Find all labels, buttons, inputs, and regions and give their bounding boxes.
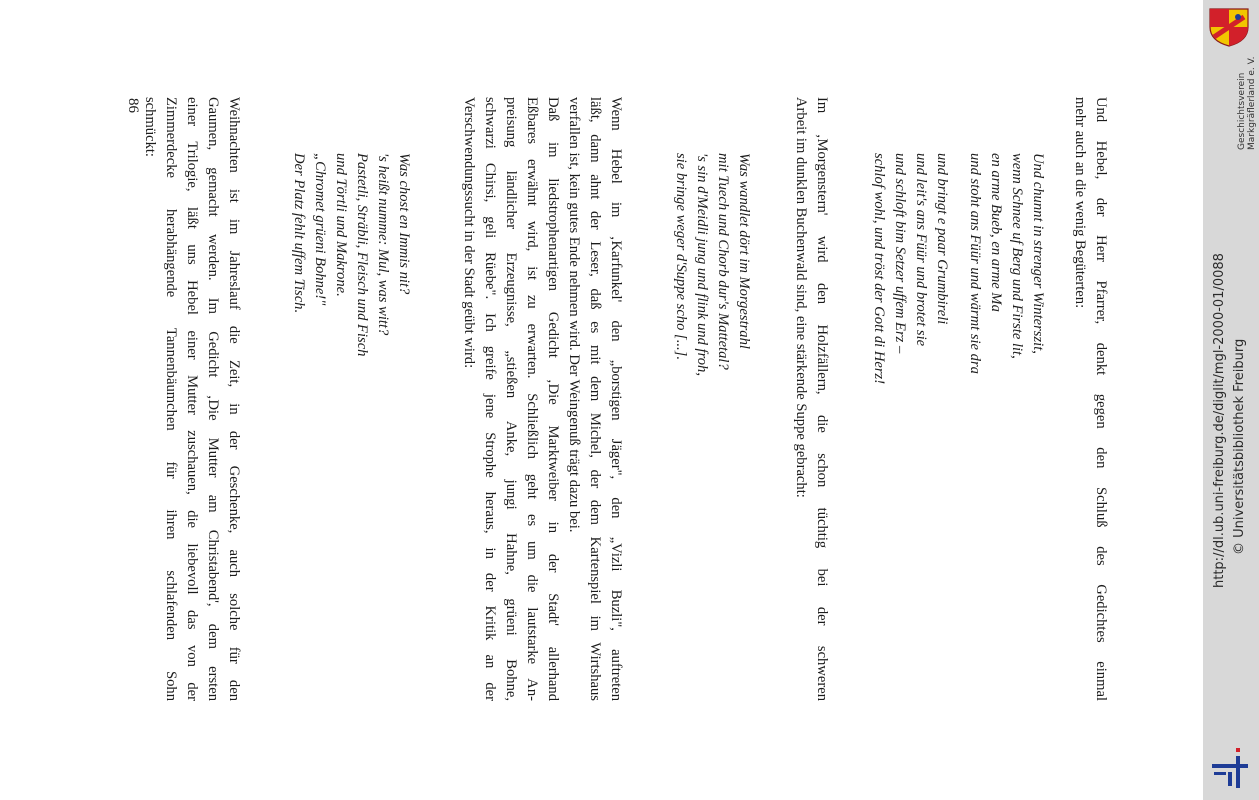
verse-line: 's sin d'Meidli jung und flink und froh,	[694, 153, 710, 376]
text-line: Weihnachten ist im Jahreslauf die Zeit, in der Geschenke, auch solche für den	[226, 97, 242, 701]
verse-line: en arme Bueb, en arme Ma	[988, 153, 1004, 312]
text-line: Im ‚Morgenstern' wird den Holzfällern, die schon tüchtig bei der schweren	[814, 97, 830, 701]
text-line: mehr auch an die wenig Begüterten:	[1072, 97, 1088, 309]
verse-line: Was chost en Immis nit?	[396, 153, 412, 295]
verse-line: und bringt e paar Grumbireli	[934, 153, 950, 325]
text-line: Verschwendungssucht in der Stadt geübt wird:	[461, 97, 477, 369]
verse-line: sie bringe weger d'Suppe scho [...].	[673, 153, 689, 361]
verse-line: Pastetli, Sträbli, Fleisch und Fisch	[354, 153, 370, 357]
paragraph-intro	[1069, 97, 1111, 701]
poem-stanza-3	[670, 97, 754, 701]
university-library-logo-icon	[1210, 746, 1250, 790]
text-line: Arbeit im dunklen Buchenwald sind, eine stärkende Suppe gebracht:	[793, 97, 809, 498]
verse-line: Und chunnt in strenger Winterszit,	[1030, 153, 1046, 354]
text-line: schwarzi Chirsi, geli Rüebe". Ich greife jene Strophe heraus, in der Kritik an der	[482, 97, 498, 701]
poem-stanza-4	[288, 97, 414, 701]
verse-line: Was wandlet dört im Morgestrahl	[736, 153, 752, 349]
verse-line: wenn Schnee uf Berg und Firste lit,	[1009, 153, 1025, 359]
coat-of-arms-icon	[1206, 7, 1252, 47]
page-number: 86	[125, 98, 141, 113]
paragraph-karfunkel	[458, 97, 626, 701]
society-name	[1237, 57, 1257, 150]
text-line: schmückt:	[142, 97, 158, 157]
verse-line: und leit's ans Füür und brotet sie	[913, 153, 929, 347]
text-line: läßt, dann ahnt der Leser, daß es mit dem Michel, der dem Kartenspiel im Wirtshaus	[587, 97, 603, 701]
copyright-notice: © Universitätsbibliothek Freiburg	[1232, 338, 1247, 555]
poem-stanza-2	[868, 97, 952, 701]
text-line: Zimmerdecke herabhängende Tannenbäumchen für ihren schlafenden Sohn	[163, 97, 179, 701]
text-line: preisung ländlicher Erzeugnisse, „stießen Anke, jungi Hahne, grüeni Bohne,	[503, 97, 519, 701]
poem-stanza-1	[964, 97, 1048, 701]
text-line: Wenn Hebel im ‚Karfunkel' den „borstigen Jäger", den „Vizli Buzli", auftreten	[608, 97, 624, 701]
permalink-url[interactable]: http://dl.ub.uni-freiburg.de/diglit/mgl-2000-01/0088	[1212, 253, 1227, 588]
verse-line: „Chromet grüeni Bohne!"	[312, 153, 328, 306]
verse-line: 's heißt numme: Mul, was witt?	[375, 153, 391, 336]
text-line: Daß im liedstrophenartigen Gedicht ‚Die Marktweiber in der Stadt' allerhand	[545, 97, 561, 701]
text-line: verfallen ist, kein gutes Ende nehmen wird. Der Weingenuß trägt dazu bei.	[566, 97, 582, 533]
text-line: einer Trilogie, läßt uns Hebel einer Mutter zuschauen, die liebevoll das von der	[184, 97, 200, 701]
verse-line: schlof wohl, und tröst der Gott di Herz!	[871, 153, 887, 385]
verse-line: und stoht ans Füür und wärmt sie dra	[967, 153, 983, 374]
text-line: Gaumen, gemacht werden. Im Gedicht ‚Die Mutter am Christabend', dem ersten	[205, 97, 221, 701]
verse-line: und schloft bim Setzer uffem Erz –	[892, 153, 908, 354]
society-line-2: Markgräflerland e. V.	[1247, 56, 1257, 150]
society-line-1: Geschichtsverein	[1237, 72, 1247, 150]
verse-line: und Törtli und Makrone.	[333, 153, 349, 297]
paragraph-weihnachten	[139, 97, 244, 701]
text-line: Eßbares erwähnt wird, ist zu erwarten. Schließlich geht es um die lautstarke An-	[524, 97, 540, 701]
text-line: Und Hebel, der Herr Pfarrer, denkt gegen den Schluß des Gedichtes einmal	[1093, 97, 1109, 701]
document-body	[139, 97, 1111, 701]
verse-line: Der Platz fehlt uffem Tisch.	[291, 153, 307, 314]
verse-line: mit Tuech und Chorb dur's Mattetal?	[715, 153, 731, 370]
paragraph-morgenstern	[790, 97, 832, 701]
